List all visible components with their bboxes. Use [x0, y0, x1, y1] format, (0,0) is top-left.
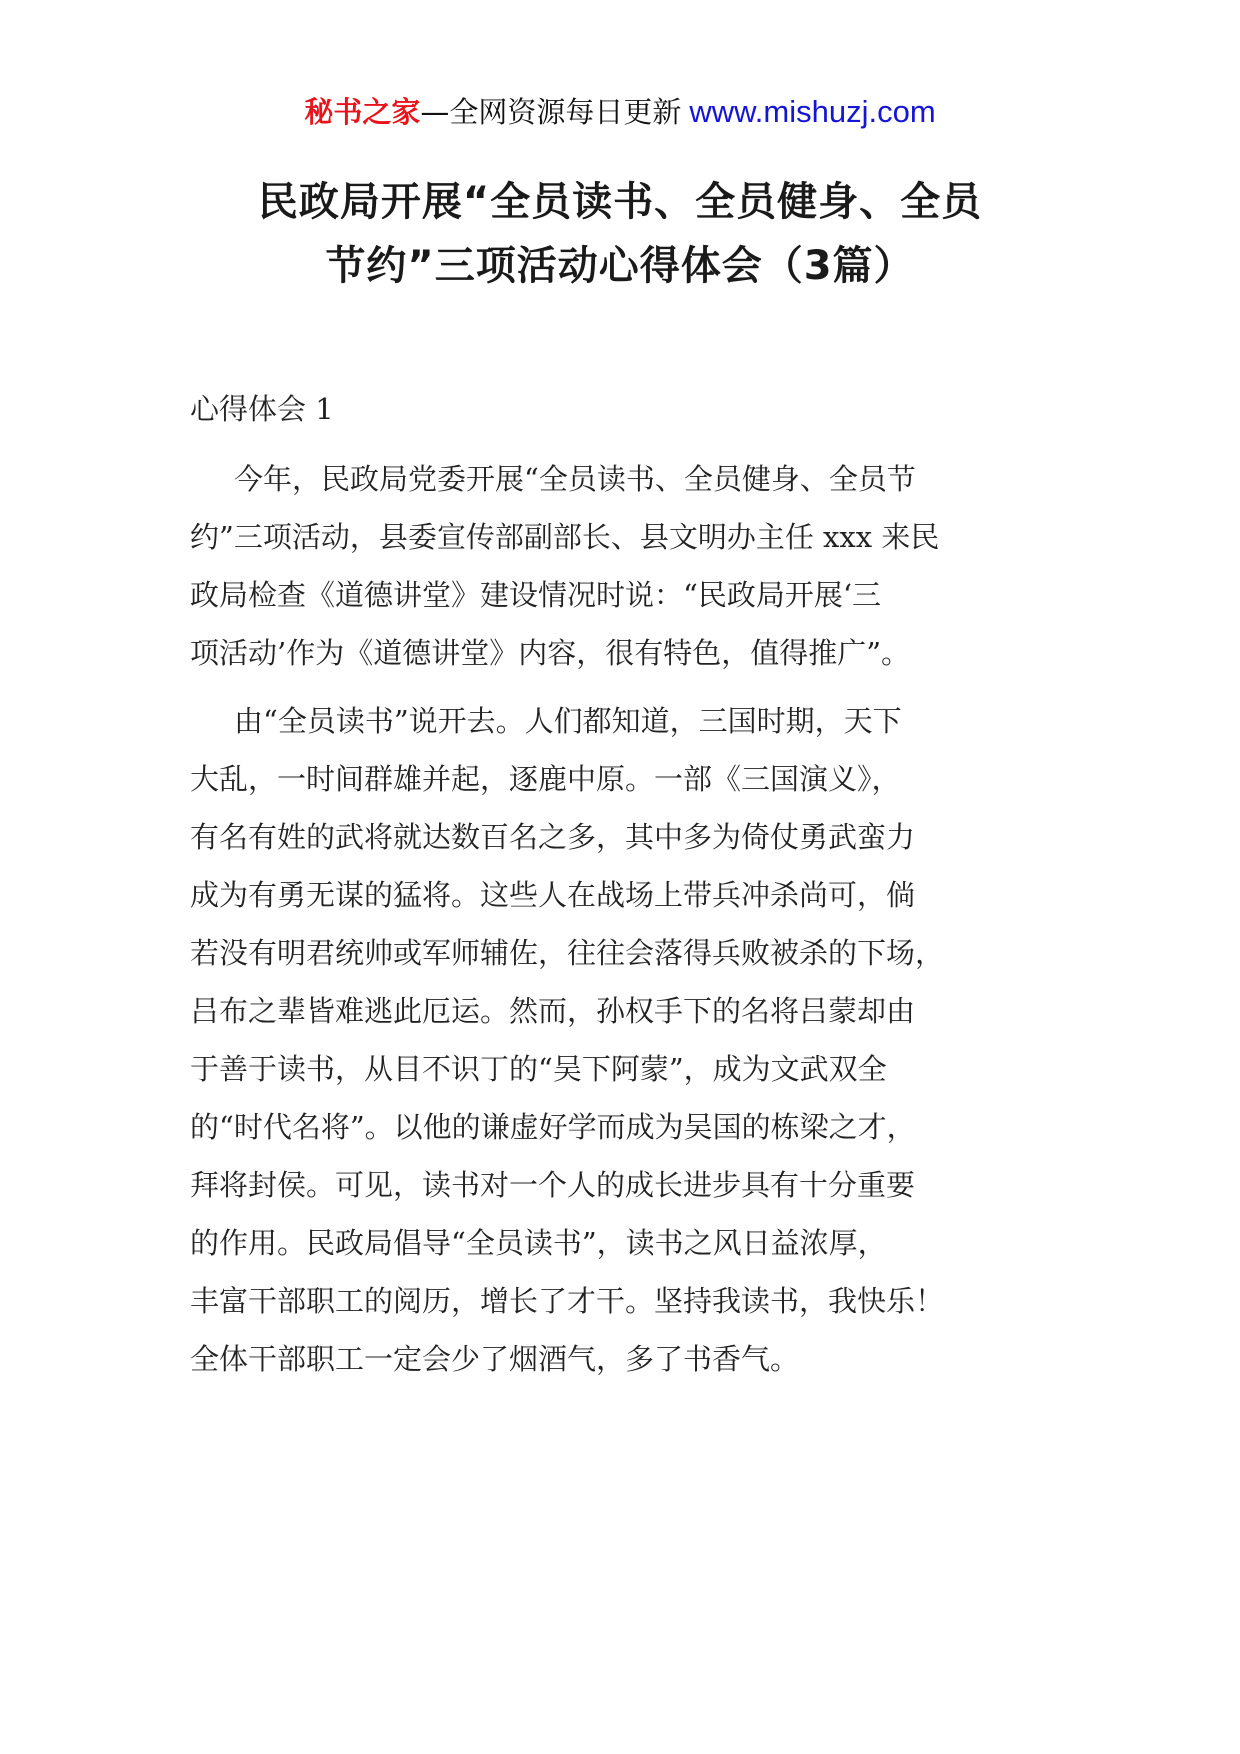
site-brand: 秘书之家: [304, 95, 421, 129]
text-line: 若没有明君统帅或军师辅佐，往往会落得兵败被杀的下场，: [190, 936, 945, 970]
text-line: 项活动’作为《道德讲堂》内容，很有特色，值得推广”。: [190, 636, 911, 670]
text-line: 今年，民政局党委开展“全员读书、全员健身、全员节: [234, 462, 916, 496]
site-header: [0, 92, 1240, 132]
text-line: 成为有勇无谋的猛将。这些人在战场上带兵冲杀尚可，倘: [190, 878, 916, 912]
text-line: 的作用。民政局倡导“全员读书”，读书之风日益浓厚，: [190, 1226, 887, 1260]
text-line: 于善于读书，从目不识丁的“吴下阿蒙”，成为文武双全: [190, 1052, 887, 1086]
paragraph: [190, 692, 1070, 1388]
document-body: [190, 380, 1070, 1388]
text-line: 大乱，一时间群雄并起，逐鹿中原。一部《三国演义》，: [190, 762, 901, 796]
text-line: 有名有姓的武将就达数百名之多，其中多为倚仗勇武蛮力: [190, 820, 916, 854]
site-url-link[interactable]: www.mishuzj.com: [689, 94, 936, 129]
text-line: 由“全员读书”说开去。人们都知道，三国时期，天下: [234, 704, 902, 738]
text-line: 约”三项活动，县委宣传部副部长、县文明办主任 xxx 来民: [190, 520, 940, 554]
section-heading: 心得体会 1: [190, 392, 334, 426]
document-title: [150, 170, 1090, 298]
text-line: 丰富干部职工的阅历，增长了才干。坚持我读书，我快乐！: [190, 1284, 945, 1318]
site-tagline: —全网资源每日更新: [420, 95, 682, 129]
paragraph: [190, 450, 1070, 682]
title-line: 节约”三项活动心得体会（3篇）: [325, 243, 915, 289]
text-line: 吕布之辈皆难逃此厄运。然而，孙权手下的名将吕蒙却由: [190, 994, 916, 1028]
text-line: 政局检查《道德讲堂》建设情况时说：“民政局开展‘三: [190, 578, 882, 612]
text-line: 拜将封侯。可见，读书对一个人的成长进步具有十分重要: [190, 1168, 916, 1202]
title-line: 民政局开展“全员读书、全员健身、全员: [257, 179, 983, 225]
text-line: 全体干部职工一定会少了烟酒气，多了书香气。: [190, 1342, 800, 1376]
text-line: 的“时代名将”。以他的谦虚好学而成为吴国的栋梁之才，: [190, 1110, 916, 1144]
